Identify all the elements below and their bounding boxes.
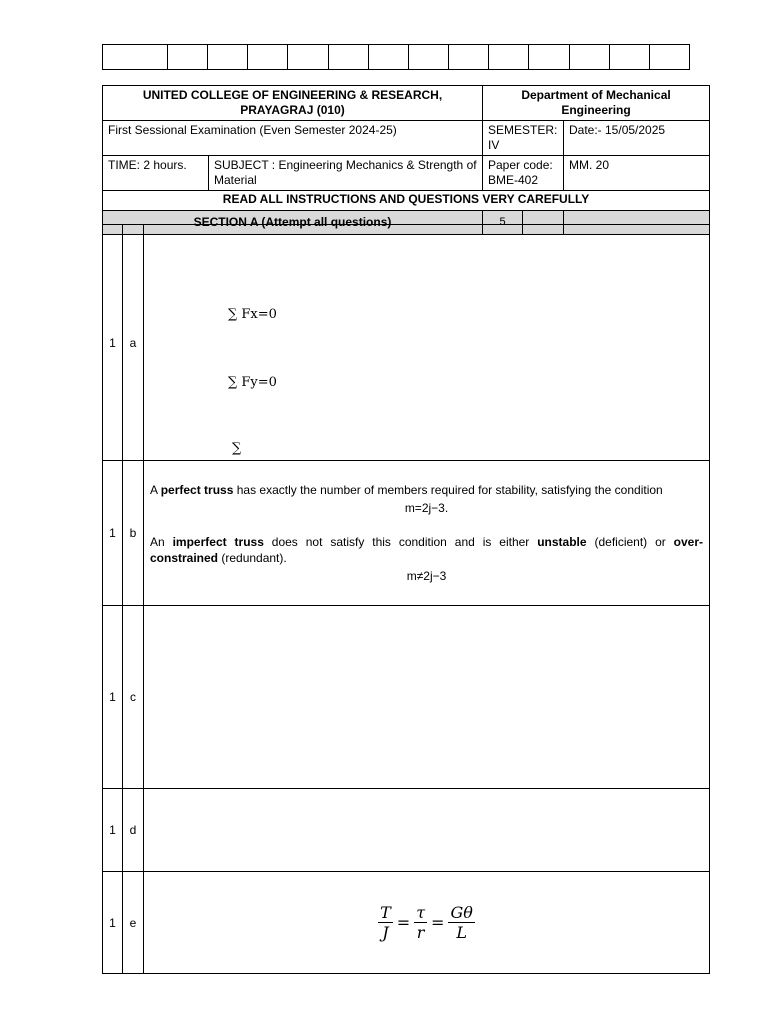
instructions: READ ALL INSTRUCTIONS AND QUESTIONS VERY CAREFULLY xyxy=(103,191,710,211)
numerator: τ xyxy=(416,903,426,922)
roll-number-boxes xyxy=(102,44,690,70)
denominator: L xyxy=(456,923,467,942)
roll-cell xyxy=(569,45,609,69)
roll-cell xyxy=(287,45,327,69)
text: (redundant). xyxy=(218,551,287,565)
fraction-gtheta-over-l xyxy=(448,903,474,942)
text: does not satisfy this condition and is either xyxy=(263,535,538,549)
question-row-1d xyxy=(103,789,710,872)
roll-cell xyxy=(528,45,568,69)
text: An xyxy=(150,535,173,549)
question-part: b xyxy=(123,461,144,606)
question-number: 1 xyxy=(103,606,123,789)
roll-cell xyxy=(328,45,368,69)
answer-cell xyxy=(144,872,710,974)
denominator: r xyxy=(416,923,425,942)
exam-date: Date:- 15/05/2025 xyxy=(564,121,710,156)
text: A xyxy=(150,483,161,497)
torsion-equation xyxy=(144,903,709,942)
roll-cell xyxy=(167,45,207,69)
answer-cell xyxy=(144,789,710,872)
fraction-tau-over-r xyxy=(414,903,427,942)
numerator: Gθ xyxy=(450,903,473,922)
perfect-truss-paragraph xyxy=(144,482,709,498)
roll-cell xyxy=(103,45,167,69)
roll-cell xyxy=(488,45,528,69)
text: has exactly the number of members required for stability, satisfying the condition xyxy=(233,483,663,497)
roll-cell xyxy=(207,45,247,69)
question-row-1b xyxy=(103,461,710,606)
semester: SEMESTER: IV xyxy=(483,121,564,156)
equation-sum-fx: ∑ Fx=0 xyxy=(228,307,277,322)
term-perfect-truss: perfect truss xyxy=(160,483,234,497)
term-imperfect-truss: imperfect truss xyxy=(172,535,264,549)
exam-name: First Sessional Examination (Even Semester 2024-25) xyxy=(103,121,483,156)
question-number: 1 xyxy=(103,461,123,606)
roll-cell xyxy=(408,45,448,69)
question-row-1c xyxy=(103,606,710,789)
question-number: 1 xyxy=(103,789,123,872)
roll-cell xyxy=(649,45,689,69)
term-unstable: unstable xyxy=(537,535,587,549)
section-marks: 5 xyxy=(483,211,523,235)
imperfect-truss-paragraph xyxy=(144,534,709,566)
numerator: T xyxy=(380,903,391,922)
section-title: SECTION A (Attempt all questions) xyxy=(103,211,483,235)
exam-header-table xyxy=(102,85,710,235)
answer-cell xyxy=(144,606,710,789)
college-name: UNITED COLLEGE OF ENGINEERING & RESEARCH, PRAYAGRAJ (010) xyxy=(103,86,483,121)
department-name: Department of Mechanical Engineering xyxy=(483,86,710,121)
paper-code: Paper code: BME-402 xyxy=(483,156,564,191)
equation-sum-m: ∑ xyxy=(232,441,242,456)
question-part: a xyxy=(123,225,144,461)
question-number: 1 xyxy=(103,225,123,461)
equation-sum-fy: ∑ Fy=0 xyxy=(228,375,277,390)
imperfect-truss-condition: m≠2j−3 xyxy=(406,569,447,583)
question-row-1e xyxy=(103,872,710,974)
equals-sign: = xyxy=(431,913,445,932)
text: (deficient) or xyxy=(586,535,674,549)
subject: SUBJECT : Engineering Mechanics & Strength of Material xyxy=(209,156,483,191)
roll-cell xyxy=(247,45,287,69)
answer-cell xyxy=(144,461,710,606)
answer-cell xyxy=(144,225,710,461)
question-part: c xyxy=(123,606,144,789)
roll-cell xyxy=(609,45,649,69)
roll-cell xyxy=(448,45,488,69)
exam-time: TIME: 2 hours. xyxy=(103,156,209,191)
question-part: d xyxy=(123,789,144,872)
denominator: J xyxy=(382,923,389,942)
term-over-constrained: over-constrained xyxy=(150,535,703,565)
perfect-truss-condition: m=2j−3. xyxy=(404,501,449,515)
question-number: 1 xyxy=(103,872,123,974)
max-marks: MM. 20 xyxy=(564,156,710,191)
fraction-t-over-j xyxy=(378,903,393,942)
equals-sign: = xyxy=(396,913,411,932)
question-part: e xyxy=(123,872,144,974)
roll-cell xyxy=(368,45,408,69)
question-row-1a xyxy=(103,225,710,461)
questions-table xyxy=(102,224,710,974)
